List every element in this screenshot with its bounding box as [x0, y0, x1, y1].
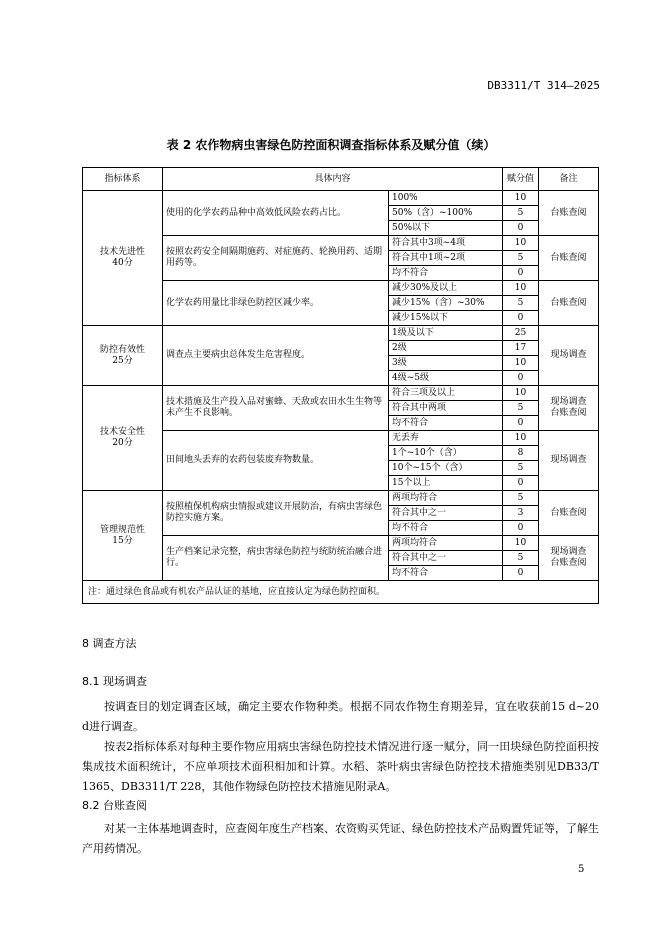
- table-caption: 表 2 农作物病虫害绿色防控面积调查指标体系及赋分值（续）: [166, 138, 496, 152]
- criterion-cell: 3级: [389, 356, 503, 371]
- score-cell: 0: [503, 476, 539, 491]
- criterion-cell: 15个以上: [389, 476, 503, 491]
- scoring-table: [82, 167, 599, 604]
- header-content: 具体内容: [163, 168, 503, 191]
- score-cell: 5: [503, 206, 539, 221]
- paragraph-8-1-b: 按表2指标体系对每种主要作物应用病虫害绿色防控技术情况进行逐一赋分，同一田块绿色防控面积按集成技术面积统计，不应单项技术面积相加和计算。水稻、茶叶病虫害绿色防控技术措施类别见DB33/T 1365、DB3311/T 228，其他作物绿色防控技术措施见附录A。: [82, 740, 599, 793]
- score-cell: 10: [503, 431, 539, 446]
- header-score: 赋分值: [503, 168, 539, 191]
- score-cell: 5: [503, 551, 539, 566]
- criterion-cell: 符合其中1项~2项: [389, 251, 503, 266]
- table-row: [83, 191, 599, 206]
- criterion-cell: 1级及以下: [389, 326, 503, 341]
- section-8-heading: 8 调查方法: [82, 637, 137, 650]
- score-cell: 10: [503, 191, 539, 206]
- page-number: 5: [578, 864, 585, 875]
- score-cell: 5: [503, 251, 539, 266]
- criterion-cell: 两项均符合: [389, 491, 503, 506]
- header-indicator-system: 指标体系: [83, 168, 163, 191]
- criterion-cell: 2级: [389, 341, 503, 356]
- criterion-cell: 1个~10个（含）: [389, 446, 503, 461]
- score-cell: 5: [503, 461, 539, 476]
- score-cell: 5: [503, 491, 539, 506]
- criterion-cell: 减少15%（含）~30%: [389, 296, 503, 311]
- criterion-cell: 10个~15个（含）: [389, 461, 503, 476]
- criterion-cell: 两项均符合: [389, 536, 503, 551]
- content-cell: 化学农药用量比非绿色防控区减少率。: [163, 281, 389, 326]
- criterion-cell: 符合其中3项~4项: [389, 236, 503, 251]
- score-cell: 10: [503, 236, 539, 251]
- criterion-cell: 100%: [389, 191, 503, 206]
- score-cell: 8: [503, 446, 539, 461]
- content-cell: 生产档案记录完整，病虫害绿色防控与统防统治融合进行。: [163, 536, 389, 581]
- score-cell: 3: [503, 506, 539, 521]
- criterion-cell: 减少15%以下: [389, 311, 503, 326]
- remark-cell: 现场调查: [539, 326, 599, 386]
- section-8-1-heading: 8.1 现场调查: [82, 675, 147, 688]
- table-row: [83, 386, 599, 401]
- remark-cell: 现场调查: [539, 431, 599, 491]
- score-cell: 5: [503, 296, 539, 311]
- paragraph-8-1-a: 按调查目的划定调查区域，确定主要农作物种类。根据不同农作物生育期差异，宜在收获前15 d~20 d进行调查。: [82, 700, 599, 733]
- content-cell: 按照植保机构病虫情报或建议开展防治，有病虫害绿色防控实施方案。: [163, 491, 389, 536]
- content-cell: 技术措施及生产投入品对蜜蜂、天敌或农田水生生物等未产生不良影响。: [163, 386, 389, 431]
- table-note-row: [83, 581, 599, 604]
- criterion-cell: 无丢弃: [389, 431, 503, 446]
- indicator-system-cell: 技术先进性 40分: [83, 191, 163, 326]
- score-cell: 10: [503, 356, 539, 371]
- criterion-cell: 50%以下: [389, 221, 503, 236]
- criterion-cell: 均不符合: [389, 266, 503, 281]
- score-cell: 0: [503, 566, 539, 581]
- criterion-cell: 符合三项及以上: [389, 386, 503, 401]
- criterion-cell: 均不符合: [389, 521, 503, 536]
- indicator-system-cell: 管理规范性 15分: [83, 491, 163, 581]
- table-header-row: [83, 168, 599, 191]
- table-row: [83, 491, 599, 506]
- score-cell: 10: [503, 386, 539, 401]
- score-cell: 0: [503, 416, 539, 431]
- score-cell: 10: [503, 536, 539, 551]
- content-cell: 使用的化学农药品种中高效低风险农药占比。: [163, 191, 389, 236]
- indicator-system-cell: 防控有效性 25分: [83, 326, 163, 386]
- score-cell: 17: [503, 341, 539, 356]
- criterion-cell: 50%（含）~100%: [389, 206, 503, 221]
- score-cell: 0: [503, 371, 539, 386]
- table-note: 注：通过绿色食品或有机农产品认证的基地，应直接认定为绿色防控面积。: [83, 581, 599, 604]
- content-cell: 按照农药安全间隔期施药、对症施药、轮换用药、适期用药等。: [163, 236, 389, 281]
- content-cell: 田间地头丢弃的农药包装废弃物数量。: [163, 431, 389, 491]
- criterion-cell: 4级~5级: [389, 371, 503, 386]
- score-cell: 10: [503, 281, 539, 296]
- score-cell: 5: [503, 401, 539, 416]
- criterion-cell: 符合其中之一: [389, 506, 503, 521]
- document-number: DB3311/T 314—2025: [487, 79, 600, 92]
- score-cell: 0: [503, 221, 539, 236]
- remark-cell: 台账查阅: [539, 281, 599, 326]
- content-cell: 调查点主要病虫总体发生危害程度。: [163, 326, 389, 386]
- remark-cell: 现场调查 台账查阅: [539, 386, 599, 431]
- score-cell: 0: [503, 521, 539, 536]
- criterion-cell: 均不符合: [389, 566, 503, 581]
- score-cell: 0: [503, 311, 539, 326]
- criterion-cell: 符合其中两项: [389, 401, 503, 416]
- remark-cell: 台账查阅: [539, 491, 599, 536]
- remark-cell: 台账查阅: [539, 191, 599, 236]
- score-cell: 25: [503, 326, 539, 341]
- header-remark: 备注: [539, 168, 599, 191]
- section-8-2-heading: 8.2 台账查阅: [82, 799, 147, 812]
- remark-cell: 台账查阅: [539, 236, 599, 281]
- criterion-cell: 均不符合: [389, 416, 503, 431]
- criterion-cell: 符合其中之一: [389, 551, 503, 566]
- remark-cell: 现场调查 台账查阅: [539, 536, 599, 581]
- criterion-cell: 减少30%及以上: [389, 281, 503, 296]
- paragraph-8-2: 对某一主体基地调查时，应查阅年度生产档案、农资购买凭证、绿色防控技术产品购置凭证等，了解生产用药情况。: [82, 822, 599, 855]
- indicator-system-cell: 技术安全性 20分: [83, 386, 163, 491]
- table-row: [83, 326, 599, 341]
- score-cell: 0: [503, 266, 539, 281]
